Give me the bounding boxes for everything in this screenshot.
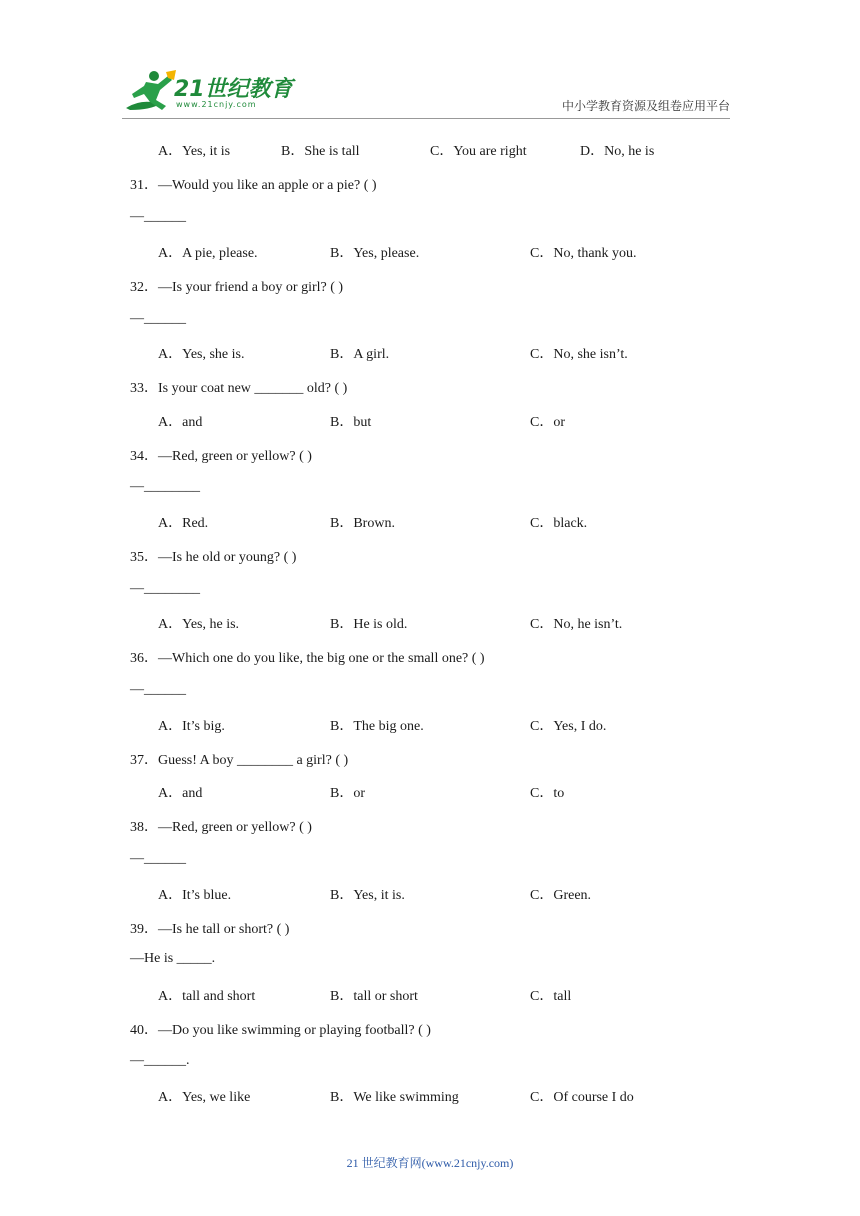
q33-option-c: C．or xyxy=(530,415,565,430)
question-31: 31．—Would you like an apple or a pie? ( ) xyxy=(130,178,377,193)
question-37: 37．Guess! A boy ________ a girl? ( ) xyxy=(130,753,349,768)
page-footer[interactable]: 21 世纪教育网(www.21cnjy.com) xyxy=(346,1156,514,1170)
q37-option-b: B．or xyxy=(330,786,365,801)
q34-option-c: C．black. xyxy=(530,516,588,531)
q35-option-a: A．Yes, he is. xyxy=(158,617,240,632)
logo-url: www.21cnjy.com xyxy=(176,100,257,109)
answer-line-32: —______ xyxy=(130,311,186,326)
runner-logo-icon xyxy=(122,68,178,116)
answer-line-39: —He is _____. xyxy=(130,951,216,966)
answer-line-40: —______. xyxy=(130,1053,190,1068)
q40-option-c: C．Of course I do xyxy=(530,1090,634,1105)
header-tagline: 中小学教育资源及组卷应用平台 xyxy=(561,99,730,113)
answer-line-35: —________ xyxy=(130,581,200,596)
q38-option-c: C．Green. xyxy=(530,888,592,903)
page-header xyxy=(0,0,860,130)
option-a: A．Yes, it is xyxy=(158,144,231,159)
q32-option-b: B．A girl. xyxy=(330,347,390,362)
question-33: 33．Is your coat new _______ old? ( ) xyxy=(130,381,348,396)
q31-option-b: B．Yes, please. xyxy=(330,246,420,261)
q38-option-a: A．It’s blue. xyxy=(158,888,232,903)
q36-option-b: B．The big one. xyxy=(330,719,424,734)
q36-option-a: A．It’s big. xyxy=(158,719,225,734)
q40-option-a: A．Yes, we like xyxy=(158,1090,251,1105)
site-logo xyxy=(122,68,292,116)
answer-line-31: —______ xyxy=(130,209,186,224)
q36-option-c: C．Yes, I do. xyxy=(530,719,607,734)
q35-option-b: B．He is old. xyxy=(330,617,408,632)
question-32: 32．—Is your friend a boy or girl? ( ) xyxy=(130,280,344,295)
question-35: 35．—Is he old or young? ( ) xyxy=(130,550,297,565)
question-38: 38．—Red, green or yellow? ( ) xyxy=(130,820,312,835)
q37-option-a: A．and xyxy=(158,786,203,801)
header-divider xyxy=(122,118,730,119)
q33-option-b: B．but xyxy=(330,415,372,430)
q39-option-c: C．tall xyxy=(530,989,572,1004)
question-34: 34．—Red, green or yellow? ( ) xyxy=(130,449,312,464)
answer-line-38: —______ xyxy=(130,851,186,866)
q31-option-a: A．A pie, please. xyxy=(158,246,258,261)
logo-text: 21世纪教育 xyxy=(174,77,293,102)
q39-option-b: B．tall or short xyxy=(330,989,418,1004)
q34-option-a: A．Red. xyxy=(158,516,209,531)
q32-option-c: C．No, she isn’t. xyxy=(530,347,628,362)
question-39: 39．—Is he tall or short? ( ) xyxy=(130,922,290,937)
q32-option-a: A．Yes, she is. xyxy=(158,347,245,362)
q38-option-b: B．Yes, it is. xyxy=(330,888,405,903)
q37-option-c: C．to xyxy=(530,786,565,801)
q35-option-c: C．No, he isn’t. xyxy=(530,617,623,632)
option-c: C．You are right xyxy=(430,144,527,159)
option-b: B．She is tall xyxy=(281,144,360,159)
q31-option-c: C．No, thank you. xyxy=(530,246,637,261)
q40-option-b: B．We like swimming xyxy=(330,1090,459,1105)
q33-option-a: A．and xyxy=(158,415,203,430)
q34-option-b: B．Brown. xyxy=(330,516,395,531)
option-d: D．No, he is xyxy=(580,144,655,159)
question-40: 40．—Do you like swimming or playing football? ( ) xyxy=(130,1023,431,1038)
answer-line-36: —______ xyxy=(130,682,186,697)
q39-option-a: A．tall and short xyxy=(158,989,256,1004)
answer-line-34: —________ xyxy=(130,479,200,494)
question-36: 36．—Which one do you like, the big one or the small one? ( ) xyxy=(130,651,485,666)
